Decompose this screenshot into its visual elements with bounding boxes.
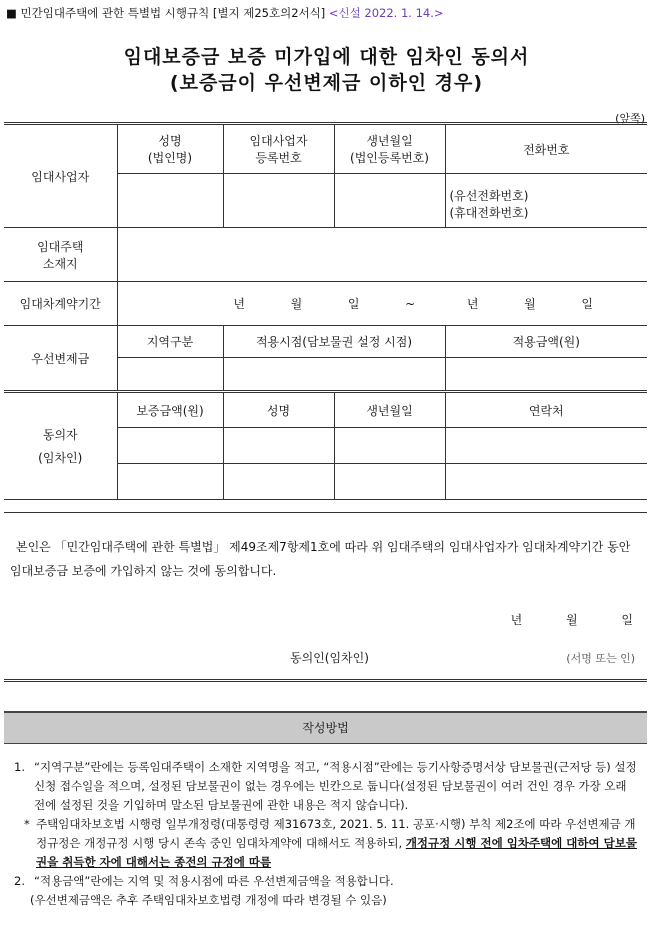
address-label <box>4 228 117 282</box>
new-mark: <신설 2022. 1. 14.> <box>328 6 444 20</box>
col-name-line2: (법인명) <box>147 151 193 165</box>
col-birth-line2: (법인등록번호) <box>350 151 429 165</box>
period-start-month: 월 <box>290 297 303 311</box>
consent-signer: 동의인(임차인) <box>290 651 369 665</box>
contact-field-1[interactable] <box>445 428 647 464</box>
address-label-line1: 임대주택 <box>37 239 84 254</box>
period-end-year: 년 <box>466 297 479 311</box>
col-region-header: 지역구분 <box>117 326 223 358</box>
consent-text: 본인은 「민간임대주택에 관한 특별법」 제49조제7항제1호에 따라 위 임대주택의 임대사업자가 임대차계약기간 동안 임대보증금 보증에 가입하지 않는 것에 동의합니다. <box>10 540 631 578</box>
priority-label: 우선변제금 <box>4 326 117 392</box>
instruction-1 <box>12 758 640 815</box>
contact-field-2[interactable] <box>445 464 647 500</box>
col-birth-line1: 생년월일 <box>366 134 413 148</box>
period-label: 임대차계약기간 <box>4 282 117 326</box>
instruction-note <box>22 815 640 872</box>
consent-form-table <box>4 122 647 500</box>
consent-date[interactable]: 년 월 일 <box>510 613 633 627</box>
form-header-text: ■ 민간임대주택에 관한 특별법 시행규칙 [별지 제25호의2서식] <box>6 6 326 20</box>
landlord-birth-field[interactable] <box>334 174 445 228</box>
col-name-line1: 성명 <box>158 134 182 148</box>
period-field[interactable] <box>117 282 647 326</box>
col-date-header: 적용시점(담보물권 설정 시점) <box>223 326 445 358</box>
instruction-1-text: “지역구분”란에는 등록임대주택이 소재한 지역명을 적고, “적용시점”란에는 등기사항증명서상 담보물권(근저당 등) 설정 신청 접수일을 적으며, 설정된 담보물권이 없는 경우에는 빈칸으로 둡니다(설정된 담보물권이 여러 건인 경우 가장 오래 전에 설정된 것을 기입하며 말소된 담보물권에 관한 내용은 적지 않습니다). <box>34 760 637 812</box>
consenter-label <box>4 392 117 500</box>
deposit-field-2[interactable] <box>117 464 223 500</box>
title-line1: 임대보증금 보증 미가입에 대한 임차인 동의서 <box>123 46 530 68</box>
period-start-year: 년 <box>233 297 245 311</box>
signature-field[interactable]: (서명 또는 인) <box>566 652 635 665</box>
note-bold-text: 개정규정 시행 전에 임차주택에 대하여 담보물권을 취득한 자에 대해서는 종전의 규정에 따름 <box>36 836 637 869</box>
phone-mobile-field[interactable]: (휴대전화번호) <box>445 204 647 228</box>
form-header <box>6 5 444 21</box>
consenter-label-line1: 동의자 <box>42 428 78 442</box>
period-tilde: ~ <box>405 297 416 311</box>
region-field[interactable] <box>117 358 223 392</box>
consenter-birth-field-2[interactable] <box>334 464 445 500</box>
consent-section <box>4 512 647 682</box>
col-name-header <box>117 124 223 174</box>
col-regno-line2: 등록번호 <box>255 151 302 165</box>
note-star: * <box>24 817 30 831</box>
col-amount-header: 적용금액(원) <box>445 326 647 358</box>
consenter-label-line2: (임차인) <box>38 451 83 465</box>
landlord-name-field[interactable] <box>117 174 223 228</box>
title-line2: (보증금이 우선변제금 이하인 경우) <box>169 72 484 94</box>
col-consenter-birth-header: 생년월일 <box>334 392 445 428</box>
front-side-label: (앞쪽) <box>615 112 645 125</box>
amount-field[interactable] <box>445 358 647 392</box>
note-plain-text: 주택임대차보호법 시행령 일부개정령(대통령령 제31673호, 2021. 5. 11. 공포·시행) 부칙 제2조에 따라 우선변제금 개정규정은 개정규정 시행 당시 존속 중인 임대차계약에 대해서도 적용하되, <box>36 817 636 850</box>
period-start-day: 일 <box>347 297 360 311</box>
landlord-label: 임대사업자 <box>4 124 117 228</box>
col-deposit-header: 보증금액(원) <box>117 392 223 428</box>
instruction-1-num: 1. <box>14 760 25 774</box>
address-label-line2: 소재지 <box>42 256 78 271</box>
method-title: 작성방법 <box>4 711 647 744</box>
period-end-month: 월 <box>524 297 536 311</box>
col-contact-header: 연락처 <box>445 392 647 428</box>
date-field[interactable] <box>223 358 445 392</box>
period-end-day: 일 <box>581 297 593 311</box>
landlord-regno-field[interactable] <box>223 174 334 228</box>
consenter-birth-field-1[interactable] <box>334 428 445 464</box>
phone-fixed-field[interactable]: (유선전화번호) <box>445 174 647 204</box>
col-phone-header: 전화번호 <box>445 124 647 174</box>
col-regno-header <box>223 124 334 174</box>
col-birth-header <box>334 124 445 174</box>
col-consenter-name-header: 성명 <box>223 392 334 428</box>
consenter-name-field-2[interactable] <box>223 464 334 500</box>
instruction-2-text: “적용금액”란에는 지역 및 적용시점에 따른 우선변제금액을 적용합니다. <box>34 874 394 888</box>
instruction-2 <box>12 872 640 910</box>
consenter-name-field-1[interactable] <box>223 428 334 464</box>
instruction-2-num: 2. <box>14 874 25 888</box>
col-regno-line1: 임대사업자 <box>249 134 308 148</box>
address-field[interactable] <box>117 228 647 282</box>
instruction-2-subtext: (우선변제금액은 추후 주택임대차보호법령 개정에 따라 변경될 수 있음) <box>30 893 387 907</box>
deposit-field-1[interactable] <box>117 428 223 464</box>
